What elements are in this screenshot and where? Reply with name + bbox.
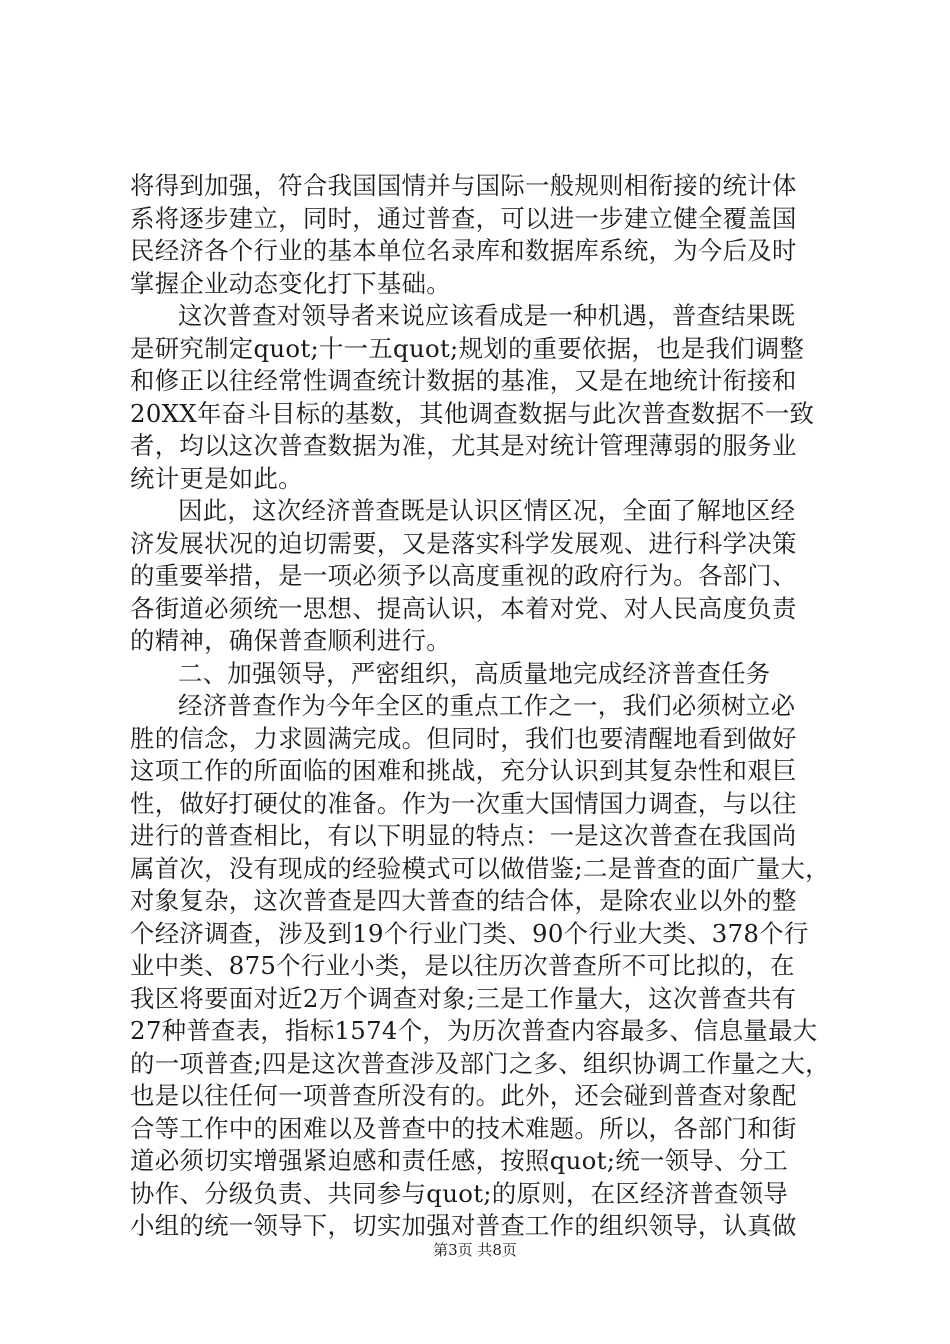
text-line: 20XX年奋斗目标的基数，其他调查数据与此次普查数据不一致 (130, 398, 815, 428)
text-line: 的一项普查;四是这次普查涉及部门之多、组织协调工作量之大， (130, 1048, 830, 1078)
text-line: 也是以往任何一项普查所没有的。此外，还会碰到普查对象配 (130, 1081, 797, 1110)
text-line: 协作、分级负责、共同参与quot;的原则，在区经济普查领导 (130, 1178, 789, 1208)
text-line: 是研究制定quot;十一五quot;规划的重要依据，也是我们调整 (130, 333, 805, 363)
text-line: 各街道必须统一思想、提高认识，本着对党、对人民高度负责 (130, 593, 797, 623)
text-line: 合等工作中的困难以及普查中的技术难题。所以，各部门和街 (130, 1113, 797, 1143)
text-line: 我区将要面对近2万个调查对象;三是工作量大，这次普查共有 (130, 983, 797, 1013)
text-line: 济发展状况的迫切需要，又是落实科学发展观、进行科学决策 (130, 528, 797, 558)
text-line: 民经济各个行业的基本单位名录库和数据库系统，为今后及时 (130, 236, 797, 265)
text-line: 统计更是如此。 (130, 463, 303, 493)
text-line: 掌握企业动态变化打下基础。 (130, 268, 451, 298)
page-footer (0, 1240, 950, 1260)
text-line: 这项工作的所面临的困难和挑战，充分认识到其复杂性和艰巨 (130, 756, 797, 785)
text-line: 性，做好打硬仗的准备。作为一次重大国情国力调查，与以往 (130, 788, 797, 818)
section-heading: 二、加强领导，严密组织，高质量地完成经济普查任务 (178, 658, 771, 688)
text-line: 对象复杂，这次普查是四大普查的结合体，是除农业以外的整 (130, 886, 797, 915)
text-line: 胜的信念，力求圆满完成。但同时，我们也要清醒地看到做好 (130, 723, 797, 753)
text-line: 和修正以往经常性调查统计数据的基准，又是在地统计衔接和 (130, 366, 797, 395)
body-text (130, 170, 830, 1243)
text-line: 属首次，没有现成的经验模式可以做借鉴;二是普查的面广量大， (130, 853, 830, 883)
paragraph-first-line: 经济普查作为今年全区的重点工作之一，我们必须树立必 (178, 691, 796, 720)
page-number-label: 第3页 共8页 (433, 1241, 517, 1259)
text-line: 小组的统一领导下，切实加强对普查工作的组织领导，认真做 (130, 1211, 797, 1240)
text-line: 业中类、875个行业小类，是以往历次普查所不可比拟的，在 (130, 951, 795, 980)
text-line: 的重要举措，是一项必须予以高度重视的政府行为。各部门、 (130, 561, 797, 590)
text-line: 系将逐步建立，同时，通过普查，可以进一步建立健全覆盖国 (130, 203, 797, 233)
text-line: 27种普查表，指标1574个，为历次普查内容最多、信息量最大 (130, 1016, 818, 1045)
text-line: 道必须切实增强紧迫感和责任感，按照quot;统一领导、分工 (130, 1146, 789, 1175)
text-line: 将得到加强，符合我国国情并与国际一般规则相衔接的统计体 (130, 171, 797, 200)
text-line: 进行的普查相比，有以下明显的特点：一是这次普查在我国尚 (130, 821, 797, 850)
paragraph-first-line: 因此，这次经济普查既是认识区情区况，全面了解地区经 (178, 496, 796, 525)
text-line: 的精神，确保普查顺利进行。 (130, 626, 451, 655)
paragraph-first-line: 这次普查对领导者来说应该看成是一种机遇，普查结果既 (178, 301, 796, 330)
text-line: 者，均以这次普查数据为准，尤其是对统计管理薄弱的服务业 (130, 431, 797, 460)
text-line: 个经济调查，涉及到19个行业门类、90个行业大类、378个行 (130, 918, 809, 948)
